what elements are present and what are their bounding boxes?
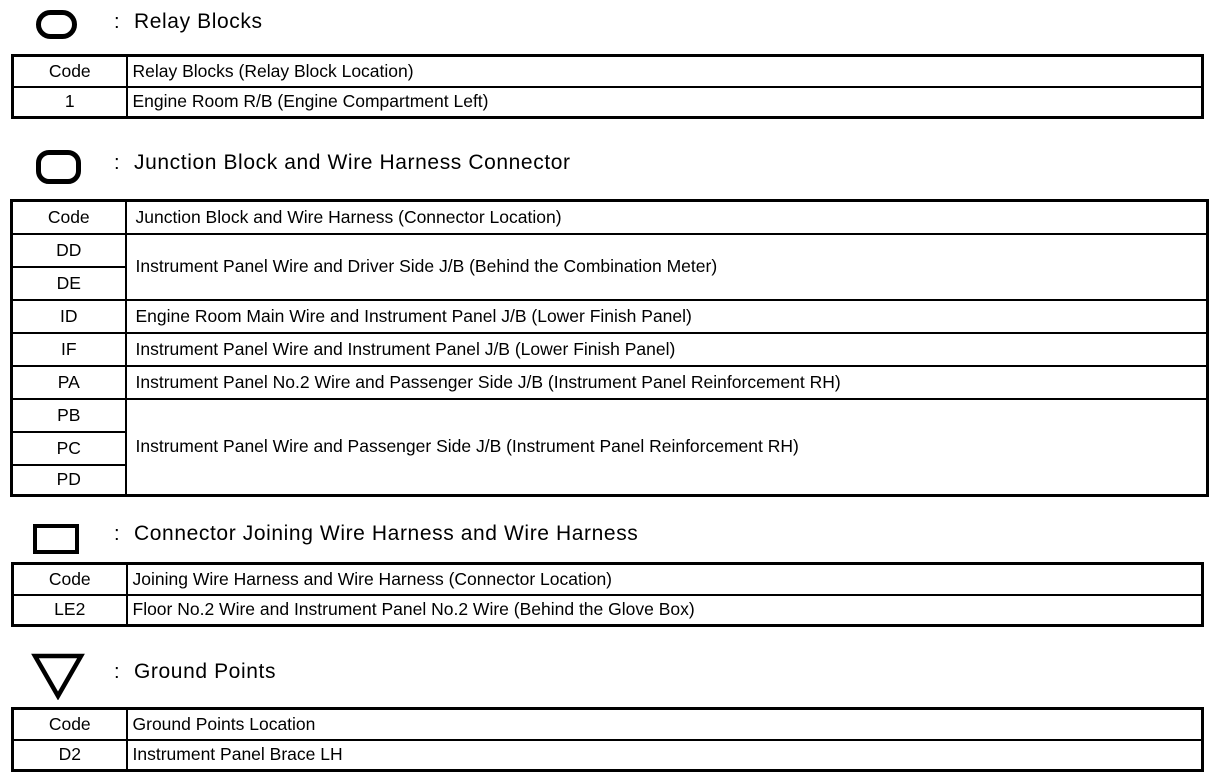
code-cell: DD — [12, 234, 126, 267]
junction-colon: : — [114, 152, 120, 174]
oval-icon — [36, 150, 81, 184]
location-header: Junction Block and Wire Harness (Connector Location) — [126, 201, 1208, 234]
relay-blocks-table — [11, 54, 1204, 119]
table-row — [13, 595, 1203, 626]
junction-block-table — [10, 199, 1209, 497]
table-row — [12, 300, 1208, 333]
ground-points-table — [11, 707, 1204, 772]
code-cell: IF — [12, 333, 126, 366]
location-header: Joining Wire Harness and Wire Harness (Connector Location) — [127, 564, 1203, 595]
rectangle-icon — [33, 524, 79, 554]
code-cell: LE2 — [13, 595, 127, 626]
code-header: Code — [13, 56, 127, 87]
code-header: Code — [13, 564, 127, 595]
connector-header — [0, 514, 1216, 554]
location-cell: Engine Room R/B (Engine Compartment Left) — [127, 87, 1203, 118]
code-header: Code — [12, 201, 126, 234]
relay-colon: : — [114, 11, 120, 33]
table-row — [12, 366, 1208, 399]
code-cell: PA — [12, 366, 126, 399]
location-cell: Instrument Panel No.2 Wire and Passenger Side J/B (Instrument Panel Reinforcement RH) — [126, 366, 1208, 399]
table-header-row — [13, 564, 1203, 595]
connector-colon: : — [114, 523, 120, 545]
ground-colon: : — [114, 661, 120, 683]
junction-block-title: Junction Block and Wire Harness Connector — [134, 151, 571, 174]
location-cell: Floor No.2 Wire and Instrument Panel No.2 Wire (Behind the Glove Box) — [127, 595, 1203, 626]
table-header-row — [13, 709, 1203, 740]
connector-title: Connector Joining Wire Harness and Wire Harness — [134, 522, 639, 545]
code-cell: ID — [12, 300, 126, 333]
location-cell: Instrument Panel Brace LH — [127, 740, 1203, 771]
location-cell: Instrument Panel Wire and Driver Side J/B (Behind the Combination Meter) — [126, 234, 1208, 300]
table-row — [12, 234, 1208, 267]
code-header: Code — [13, 709, 127, 740]
code-cell: 1 — [13, 87, 127, 118]
table-row — [13, 740, 1203, 771]
junction-block-header — [0, 143, 1216, 183]
triangle-down-icon — [30, 652, 86, 700]
rounded-rectangle-icon — [36, 10, 77, 39]
table-row — [12, 333, 1208, 366]
code-cell: PB — [12, 399, 126, 432]
code-cell: PC — [12, 432, 126, 465]
code-cell: DE — [12, 267, 126, 300]
code-cell: PD — [12, 465, 126, 496]
table-header-row — [13, 56, 1203, 87]
connector-table — [11, 562, 1204, 627]
location-header: Relay Blocks (Relay Block Location) — [127, 56, 1203, 87]
table-header-row — [12, 201, 1208, 234]
location-cell: Engine Room Main Wire and Instrument Panel J/B (Lower Finish Panel) — [126, 300, 1208, 333]
ground-points-title: Ground Points — [134, 660, 277, 683]
relay-blocks-header — [0, 3, 1216, 43]
table-row — [12, 399, 1208, 432]
ground-points-header — [0, 650, 1216, 690]
location-cell: Instrument Panel Wire and Instrument Panel J/B (Lower Finish Panel) — [126, 333, 1208, 366]
table-row — [13, 87, 1203, 118]
location-header: Ground Points Location — [127, 709, 1203, 740]
code-cell: D2 — [13, 740, 127, 771]
location-cell: Instrument Panel Wire and Passenger Side J/B (Instrument Panel Reinforcement RH) — [126, 399, 1208, 496]
relay-blocks-title: Relay Blocks — [134, 10, 263, 33]
